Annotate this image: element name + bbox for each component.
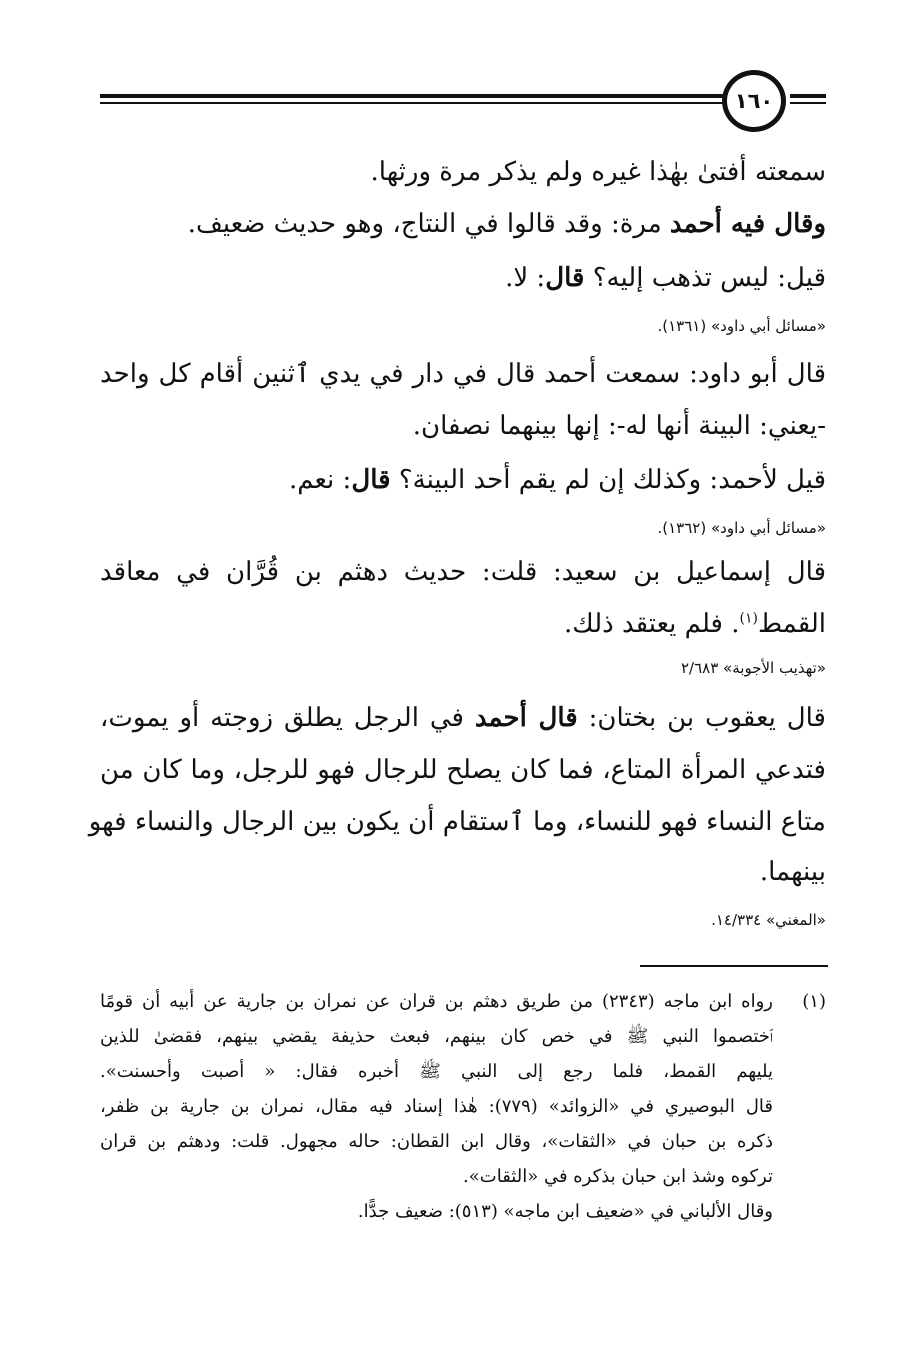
text: فتدعي المرأة المتاع، فما كان يصلح للرجال فهو للرجل، وما كان من	[100, 755, 826, 785]
footnote-text: تركوه وشذ ابن حبان بذكره في «الثقات».	[463, 1166, 773, 1187]
footnote-line	[100, 1025, 773, 1049]
text-line	[100, 556, 826, 588]
footnote-text: رواه ابن ماجه (٢٣٤٣) من طريق دهثم بن قران عن نمران بن جارية عن أبيه أن قومًا	[100, 991, 773, 1012]
text-line	[88, 806, 826, 838]
text: بينهما.	[759, 857, 826, 887]
footnote-text: وقال الألباني في «ضعيف ابن ماجه» (٥١٣): ضعيف جدًّا.	[357, 1201, 773, 1222]
header-rule	[790, 102, 826, 104]
footnote-text: ٱختصموا النبي ﷺ في خص كان بينهم، فبعث حذيفة يقضي بينهم، فقضىٰ للذين	[100, 1026, 773, 1047]
text: متاع النساء فهو للنساء، وما ٱستقام أن يكون بين الرجال والنساء فهو	[88, 807, 826, 837]
text: سمعته أفتىٰ بهٰذا غيره ولم يذكر مرة ورثها.	[370, 157, 826, 187]
header-rule	[100, 102, 725, 104]
text: قال إسماعيل بن سعيد: قلت: حديث دهثم بن قُرَّان في معاقد	[100, 557, 826, 587]
footnote-number: (١)	[802, 991, 826, 1012]
footnote-line	[100, 990, 773, 1014]
source-citation	[657, 316, 826, 336]
text-line	[100, 754, 826, 786]
text: : نعم.	[288, 465, 352, 495]
header-rule	[100, 94, 725, 98]
citation-text: «مسائل أبي داود» (١٣٦٢).	[657, 519, 826, 537]
text-line	[100, 702, 826, 734]
text: القمط	[757, 609, 826, 639]
page-number-text: ١٦٠	[734, 89, 774, 113]
footnote-text: يليهم القمط، فلما رجع إلى النبي ﷺ أخبره فقال: « أصبت وأحسنت».	[100, 1061, 773, 1082]
footnote-separator	[640, 965, 828, 967]
bold-text: قال	[351, 465, 391, 495]
text: : لا.	[505, 263, 546, 293]
text: قيل لأحمد: وكذلك إن لم يقم أحد البينة؟	[390, 465, 826, 495]
text: -يعني: البينة أنها له-: إنها بينهما نصفان.	[412, 411, 826, 441]
text: في الرجل يطلق زوجته أو يموت،	[100, 703, 475, 733]
citation-text: «المغني» ١٤/٣٣٤.	[711, 911, 826, 929]
text: قال أبو داود: سمعت أحمد قال في دار في يدي ٱثنين أقام كل واحد	[100, 359, 826, 389]
source-citation	[681, 658, 826, 678]
footnote-reference[interactable]: (١)	[739, 610, 758, 627]
text: مرة: وقد قالوا في النتاج، وهو حديث ضعيف.	[187, 209, 670, 239]
text: قال يعقوب بن بختان:	[577, 703, 826, 733]
text-line	[413, 410, 826, 442]
bold-text: قال	[545, 263, 585, 293]
footnote-line	[100, 1130, 773, 1154]
citation-text: «تهذيب الأجوبة» ٢/٦٨٣	[681, 659, 826, 677]
page-number	[722, 70, 786, 132]
footnote-marker	[802, 990, 826, 1014]
footnote-text: قال البوصيري في «الزوائد» (٧٧٩): هٰذا إسناد فيه مقال، نمران بن جارية بن ظفر،	[100, 1096, 773, 1117]
footnote-line	[463, 1165, 773, 1189]
header-rule	[790, 94, 826, 98]
text: قيل: ليس تذهب إليه؟	[584, 263, 826, 293]
source-citation	[711, 910, 826, 930]
footnote-text: ذكره بن حبان في «الثقات»، وقال ابن القطان: حاله مجهول. قلت: ودهثم بن قران	[100, 1131, 773, 1152]
text-line	[188, 208, 826, 240]
text: . فلم يعتقد ذلك.	[564, 609, 740, 639]
text-line	[564, 608, 826, 640]
text-line	[505, 262, 826, 294]
text-line	[760, 856, 826, 888]
footnote-line	[358, 1200, 773, 1224]
footnote-line	[100, 1060, 773, 1084]
citation-text: «مسائل أبي داود» (١٣٦١).	[657, 317, 826, 335]
bold-text: وقال فيه أحمد	[669, 209, 826, 239]
footnote-line	[100, 1095, 773, 1119]
text-line	[100, 358, 826, 390]
text-line	[289, 464, 826, 496]
text-line	[371, 156, 826, 188]
source-citation	[657, 518, 826, 538]
bold-text: قال أحمد	[474, 703, 578, 733]
